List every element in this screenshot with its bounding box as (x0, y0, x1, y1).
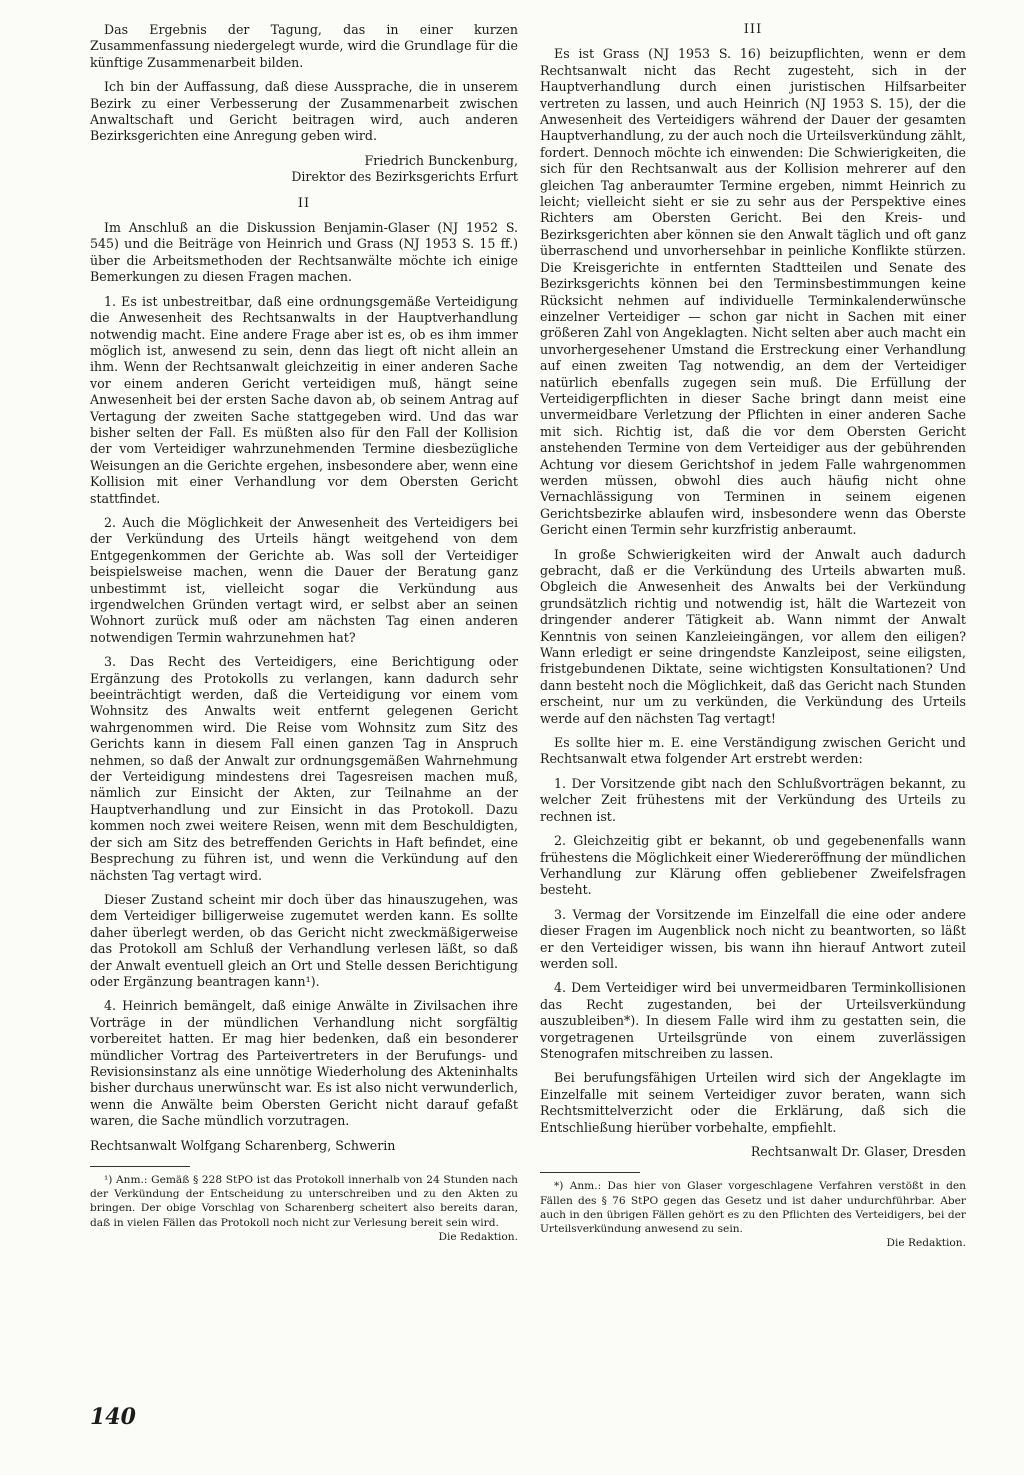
footnote-text: ¹) Anm.: Gemäß § 228 StPO ist das Protokoll innerhalb von 24 Stunden nach der Verkündung der Entscheidung zu unterschreiben und zu den Akten zu bringen. Der obige Vorschlag von Scharenberg scheitert also bereits daran, daß in vielen Fällen das Protokoll noch nicht zur Verlesung bereit sein wird. (90, 1174, 518, 1229)
footnote-signature: Die Redaktion. (438, 1230, 518, 1243)
paragraph: 3. Das Recht des Verteidigers, eine Berichtigung oder Ergänzung des Protokolls zu verlangen, kann dadurch sehr beeinträchtigt werden, daß die Verteidigung vor einem vom Wohnsitz des Anwalts weit entfernt gelegenen Gericht wahrgenommen wird. Die Reise vom Wohnsitz zum Sitz des Gerichts kann in diesem Fall einen ganzen Tag in Anspruch nehmen, so daß der Anwalt zur ordnungsgemäßen Wahrnehmung der Verteidigung mindestens drei Tagesreisen machen muß, nämlich zur Einsicht der Akten, zur Teilnahme an der Hauptverhandlung und zur Einsicht in das Protokoll. Dazu kommen noch zwei weitere Reisen, wenn mit dem Beschuldigten, der sich am Sitz des betreffenden Gerichts in Haft befindet, eine Besprechung zu führen ist, und wenn die Verkündung auf den nächsten Tag vertagt wird. (90, 654, 518, 883)
paragraph: Ich bin der Auffassung, daß diese Aussprache, die in unserem Bezirk zu einer Verbesserung der Zusammenarbeit zwischen Anwaltschaft und Gericht beitragen wird, auch anderen Bezirksgerichten eine Anregung geben wird. (90, 79, 518, 144)
footnote (540, 1179, 966, 1250)
paragraph: Bei berufungsfähigen Urteilen wird sich der Angeklagte im Einzelfalle mit seinem Verteidiger zuvor beraten, wann sich Rechtsmittelverzicht oder die Erklärung, daß sich die Entschließung hierüber vorbehalte, empfiehlt. (540, 1070, 966, 1135)
paragraph: Es ist Grass (NJ 1953 S. 16) beizupflichten, wenn er dem Rechtsanwalt nicht das Recht zugesteht, sich in der Hauptverhandlung durch einen juristischen Hilfsarbeiter vertreten zu lassen, und auch Heinrich (NJ 1953 S. 15), der die Anwesenheit des Verteidigers während der Dauer der gesamten Hauptverhandlung, zu der auch noch die Urteilsverkündung zählt, fordert. Dennoch möchte ich einwenden: Die Schwierigkeiten, die sich für den Rechtsanwalt aus der Kollision mehrerer auf den gleichen Tag anberaumter Termine ergeben, nimmt Heinrich zu leicht; vielleicht sieht er sie zu sehr aus der Perspektive eines Richters am Obersten Gericht. Bei den Kreis- und Bezirksgerichten aber können sie den Anwalt täglich und oft ganz überraschend und unvorhersehbar in peinliche Konflikte stürzen. Die Kreisgerichte in entfernten Stadtteilen und Senate des Bezirksgerichts können bei den Terminsbestimmungen keine Rücksicht nehmen auf individuelle Terminkalenderwünsche einzelner Verteidiger — schon gar nicht in Sachen mit einer größeren Zahl von Angeklagten. Nicht selten aber auch macht ein unvorhergesehener Umstand die Erstreckung einer Verhandlung auf einen zweiten Tag notwendig, an dem der Verteidiger natürlich ebenfalls zugegen sein muß. Die Erfüllung der Verteidigerpflichten in dieser Sache bringt dann meist eine unvermeidbare Verletzung der Pflichten in einer anderen Sache mit sich. Richtig ist, daß die vor dem Obersten Gericht anstehenden Termine von dem Verteidiger aus der gebührenden Achtung vor diesem Gerichtshof in jedem Falle wahrgenommen werden müssen, obwohl dies auch häufig nicht ohne Vernachlässigung von Terminen in seinem eigenen Gerichtsbezirke ablaufen wird, insbesondere wenn das Oberste Gericht einen Termin sehr kurzfristig anberaumt. (540, 46, 966, 538)
signature-name: Friedrich Bunckenburg, (364, 152, 518, 168)
left-column (90, 22, 518, 1252)
section-heading-iii: III (743, 22, 763, 37)
signature-title: Direktor des Bezirksgerichts Erfurt (291, 169, 518, 185)
paragraph: 2. Auch die Möglichkeit der Anwesenheit des Verteidigers bei der Verkündung des Urteils hängt weitgehend von dem Entgegenkommen der Gerichte ab. Was soll der Verteidiger beispielsweise machen, wenn die Dauer der Beratung ganz unbestimmt ist, vielleicht sogar die Verkündung aus irgendwelchen Gründen vertagt wird, er selbst aber an seinen Wohnort zurück muß oder am nächsten Tag einen anderen notwendigen Termin wahrzunehmen hat? (90, 514, 518, 645)
right-column (540, 22, 966, 1258)
paragraph: 1. Es ist unbestreitbar, daß eine ordnungsgemäße Verteidigung die Anwesenheit des Rechtsanwalts in der Hauptverhandlung notwendig macht. Eine andere Frage aber ist es, ob es ihm immer möglich ist, anwesend zu sein, denn das liegt oft nicht allein an ihm. Wenn der Rechtsanwalt gleichzeitig in einer anderen Sache vor einem anderen Gericht verteidigen muß, hängt seine Anwesenheit bei der ersten Sache davon ab, ob seinem Antrag auf Vertagung der zweiten Sache stattgegeben wird. Und das war bisher selten der Fall. Es müßten also für den Fall der Kollision der vom Verteidiger wahrzunehmenden Termine diesbezügliche Weisungen an die Gerichte ergehen, insbesondere aber, wenn eine Kollision mit einer Verhandlung vor dem Obersten Gericht stattfindet. (90, 293, 518, 506)
list-item: 4. Dem Verteidiger wird bei unvermeidbaren Terminkollisionen das Recht zugestanden, bei der Urteilsverkündung auszubleiben*). In diesem Falle wird ihm zu gestatten sein, die vorgetragenen Urteilsgründe von einem zuverlässigen Stenografen mitschreiben zu lassen. (540, 980, 966, 1061)
footnote (90, 1173, 518, 1244)
list-item: 1. Der Vorsitzende gibt nach den Schlußvorträgen bekannt, zu welcher Zeit frühestens mit der Verkündung des Urteils zu rechnen ist. (540, 775, 966, 824)
paragraph: Es sollte hier m. E. eine Verständigung zwischen Gericht und Rechtsanwalt etwa folgender Art erstrebt werden: (540, 735, 966, 767)
list-item: 3. Vermag der Vorsitzende im Einzelfall die eine oder andere dieser Fragen im Augenblick noch nicht zu beantworten, so läßt er den Verteidiger wissen, bis wann ihn hierauf Antwort zuteil werden soll. (540, 906, 966, 971)
footnote-signature: Die Redaktion. (886, 1237, 966, 1250)
paragraph: Dieser Zustand scheint mir doch über das hinauszugehen, was dem Verteidiger billigerweise zugemutet werden kann. Es sollte daher überlegt werden, ob das Gericht nicht zweckmäßigerweise das Protokoll am Schluß der Verhandlung verlesen läßt, so daß der Anwalt eventuell gleich an Ort und Stelle dessen Berichtigung oder Ergänzung beantragen kann¹). (90, 891, 518, 989)
page-number: 140 (90, 1404, 136, 1430)
section-heading-ii: II (297, 195, 311, 211)
paragraph: Im Anschluß an die Diskussion Benjamin-Glaser (NJ 1952 S. 545) und die Beiträge von Heinrich und Grass (NJ 1953 S. 15 ff.) über die Arbeitsmethoden der Rechtsanwälte möchte ich einige Bemerkungen zu diesen Fragen machen. (90, 220, 518, 285)
paragraph: 4. Heinrich bemängelt, daß einige Anwälte in Zivilsachen ihre Vorträge in der mündlichen Verhandlung nicht sorgfältig vorbereitet hatten. Er mag hier bedenken, daß ein besonderer mündlicher Vortrag des Parteivertreters in der Berufungs- und Revisionsinstanz als eine unnötige Wiederholung des Akteninhalts bisher durchaus unerwünscht war. Es ist also nicht verwunderlich, wenn die Anwälte beim Obersten Gericht nicht darauf gefaßt waren, die Sache mündlich vorzutragen. (90, 998, 518, 1129)
footnote-rule (90, 1166, 190, 1167)
list-item: 2. Gleichzeitig gibt er bekannt, ob und gegebenenfalls wann frühestens die Möglichkeit einer Wiedereröffnung der mündlichen Verhandlung zur Klärung offen gebliebener Zweifelsfragen besteht. (540, 833, 966, 898)
paragraph: In große Schwierigkeiten wird der Anwalt auch dadurch gebracht, daß er die Verkündung des Urteils abwarten muß. Obgleich die Anwesenheit des Anwalts bei der Verkündung grundsätzlich richtig und notwendig ist, hält die Wartezeit von dringender anderer Tätigkeit ab. Wann nimmt der Anwalt Kenntnis von seinen Kanzleieingängen, vor allem den eiligen? Wann erledigt er seine dringendste Kanzleipost, seine eiligsten, fristgebundenen Diktate, seine wichtigsten Konsultationen? Und dann besteht noch die Möglichkeit, daß das Gericht nach Stunden erscheint, nur um zu verkünden, die Verkündung des Urteils werde auf den nächsten Tag vertagt! (540, 546, 966, 726)
signature-glaser: Rechtsanwalt Dr. Glaser, Dresden (750, 1144, 966, 1159)
footnote-rule (540, 1172, 640, 1173)
paragraph: Das Ergebnis der Tagung, das in einer kurzen Zusammenfassung niedergelegt wurde, wird die Grundlage für die künftige Zusammenarbeit bilden. (90, 22, 518, 70)
signature-scharenberg: Rechtsanwalt Wolfgang Scharenberg, Schwerin (90, 1137, 396, 1153)
footnote-text: *) Anm.: Das hier von Glaser vorgeschlagene Verfahren verstößt in den Fällen des § 76 StPO gegen das Gesetz und ist daher undurchführbar. Aber auch in den übrigen Fällen gehört es zu den Pflichten des Verteidigers, bei der Urteilsverkündung anwesend zu sein. (540, 1180, 966, 1236)
